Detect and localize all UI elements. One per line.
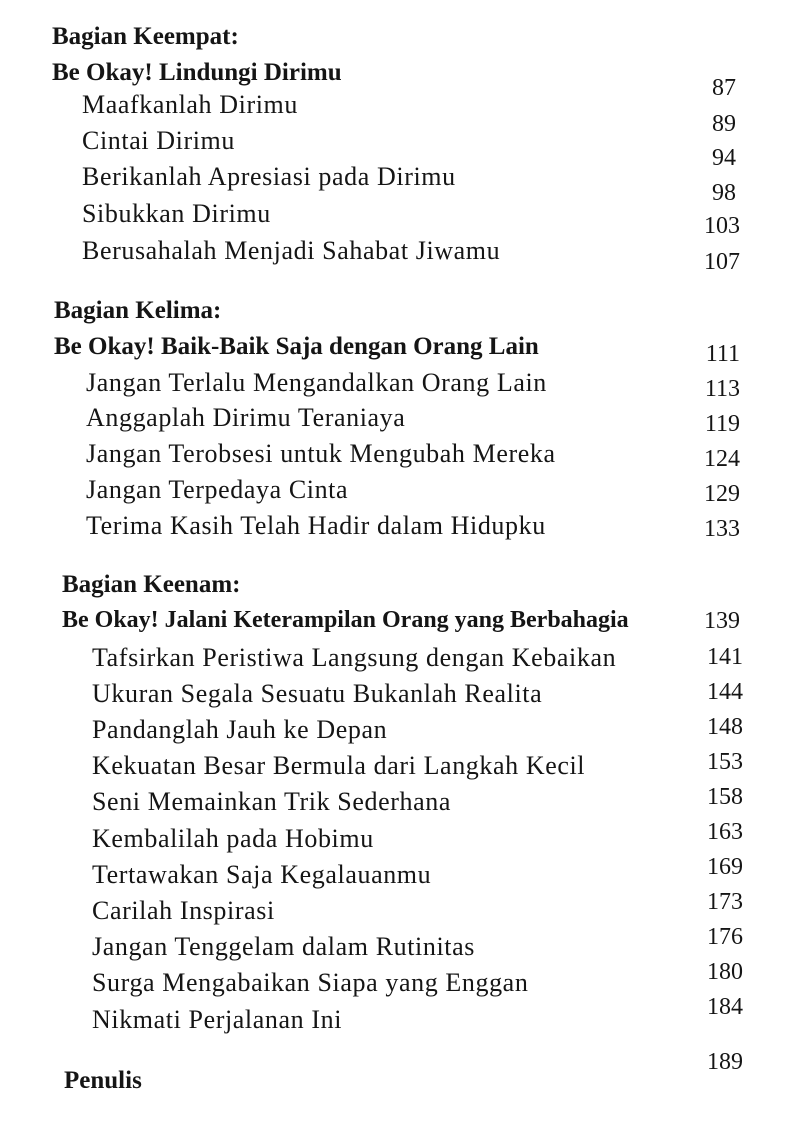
chapter-title: Seni Memainkan Trik Sederhana xyxy=(92,787,451,816)
chapter-title: Pandanglah Jauh ke Depan xyxy=(92,715,388,744)
chapter-title: Tertawakan Saja Kegalauanmu xyxy=(92,860,432,889)
chapter-page-number: 169 xyxy=(707,854,743,880)
chapter-page-number: 180 xyxy=(707,959,743,985)
section-label: Bagian Keenam: xyxy=(62,571,241,598)
section-title: Be Okay! Lindungi Dirimu xyxy=(52,59,342,86)
chapter-page-number: 107 xyxy=(704,249,740,275)
chapter-page-number: 94 xyxy=(712,145,736,171)
chapter-page-number: 103 xyxy=(704,213,740,239)
section-page-number: 111 xyxy=(705,341,740,367)
chapter-page-number: 119 xyxy=(704,411,740,437)
chapter-title: Carilah Inspirasi xyxy=(92,896,275,925)
chapter-page-number: 141 xyxy=(707,644,743,670)
chapter-page-number: 184 xyxy=(707,994,743,1020)
chapter-title: Jangan Terobsesi untuk Mengubah Mereka xyxy=(86,439,556,468)
chapter-title: Terima Kasih Telah Hadir dalam Hidupku xyxy=(86,511,546,540)
chapter-title: Maafkanlah Dirimu xyxy=(82,90,298,119)
chapter-title: Jangan Terpedaya Cinta xyxy=(86,475,349,504)
chapter-page-number: 124 xyxy=(704,446,740,472)
chapter-title: Jangan Terlalu Mengandalkan Orang Lain xyxy=(86,368,547,397)
chapter-title: Surga Mengabaikan Siapa yang Enggan xyxy=(92,968,529,997)
section-title: Be Okay! Baik-Baik Saja dengan Orang Lain xyxy=(54,333,539,360)
chapter-page-number: 173 xyxy=(707,889,743,915)
section-label: Bagian Kelima: xyxy=(54,297,222,324)
author-section-label: Penulis xyxy=(64,1067,142,1094)
section-page-number: 139 xyxy=(704,608,740,634)
chapter-page-number: 113 xyxy=(704,376,740,402)
chapter-page-number: 89 xyxy=(712,111,736,137)
author-page-number: 189 xyxy=(707,1049,743,1075)
chapter-title: Anggaplah Dirimu Teraniaya xyxy=(86,403,406,432)
chapter-title: Berusahalah Menjadi Sahabat Jiwamu xyxy=(82,236,501,265)
chapter-page-number: 144 xyxy=(707,679,743,705)
chapter-page-number: 148 xyxy=(707,714,743,740)
chapter-page-number: 163 xyxy=(707,819,743,845)
chapter-page-number: 129 xyxy=(704,481,740,507)
chapter-title: Jangan Tenggelam dalam Rutinitas xyxy=(92,932,475,961)
chapter-title: Berikanlah Apresiasi pada Dirimu xyxy=(82,162,456,191)
chapter-title: Nikmati Perjalanan Ini xyxy=(92,1005,343,1034)
chapter-page-number: 176 xyxy=(707,924,743,950)
chapter-title: Tafsirkan Peristiwa Langsung dengan Kebaikan xyxy=(92,643,617,672)
chapter-title: Kembalilah pada Hobimu xyxy=(92,824,374,853)
chapter-page-number: 153 xyxy=(707,749,743,775)
chapter-title: Ukuran Segala Sesuatu Bukanlah Realita xyxy=(92,679,543,708)
section-page-number: 87 xyxy=(712,75,736,101)
chapter-page-number: 158 xyxy=(707,784,743,810)
chapter-page-number: 133 xyxy=(704,516,740,542)
chapter-title: Cintai Dirimu xyxy=(82,126,235,155)
section-label: Bagian Keempat: xyxy=(52,23,239,50)
chapter-page-number: 98 xyxy=(712,180,736,206)
chapter-title: Kekuatan Besar Bermula dari Langkah Kecil xyxy=(92,751,586,780)
chapter-title: Sibukkan Dirimu xyxy=(82,199,271,228)
section-title: Be Okay! Jalani Keterampilan Orang yang Berbahagia xyxy=(62,607,629,633)
